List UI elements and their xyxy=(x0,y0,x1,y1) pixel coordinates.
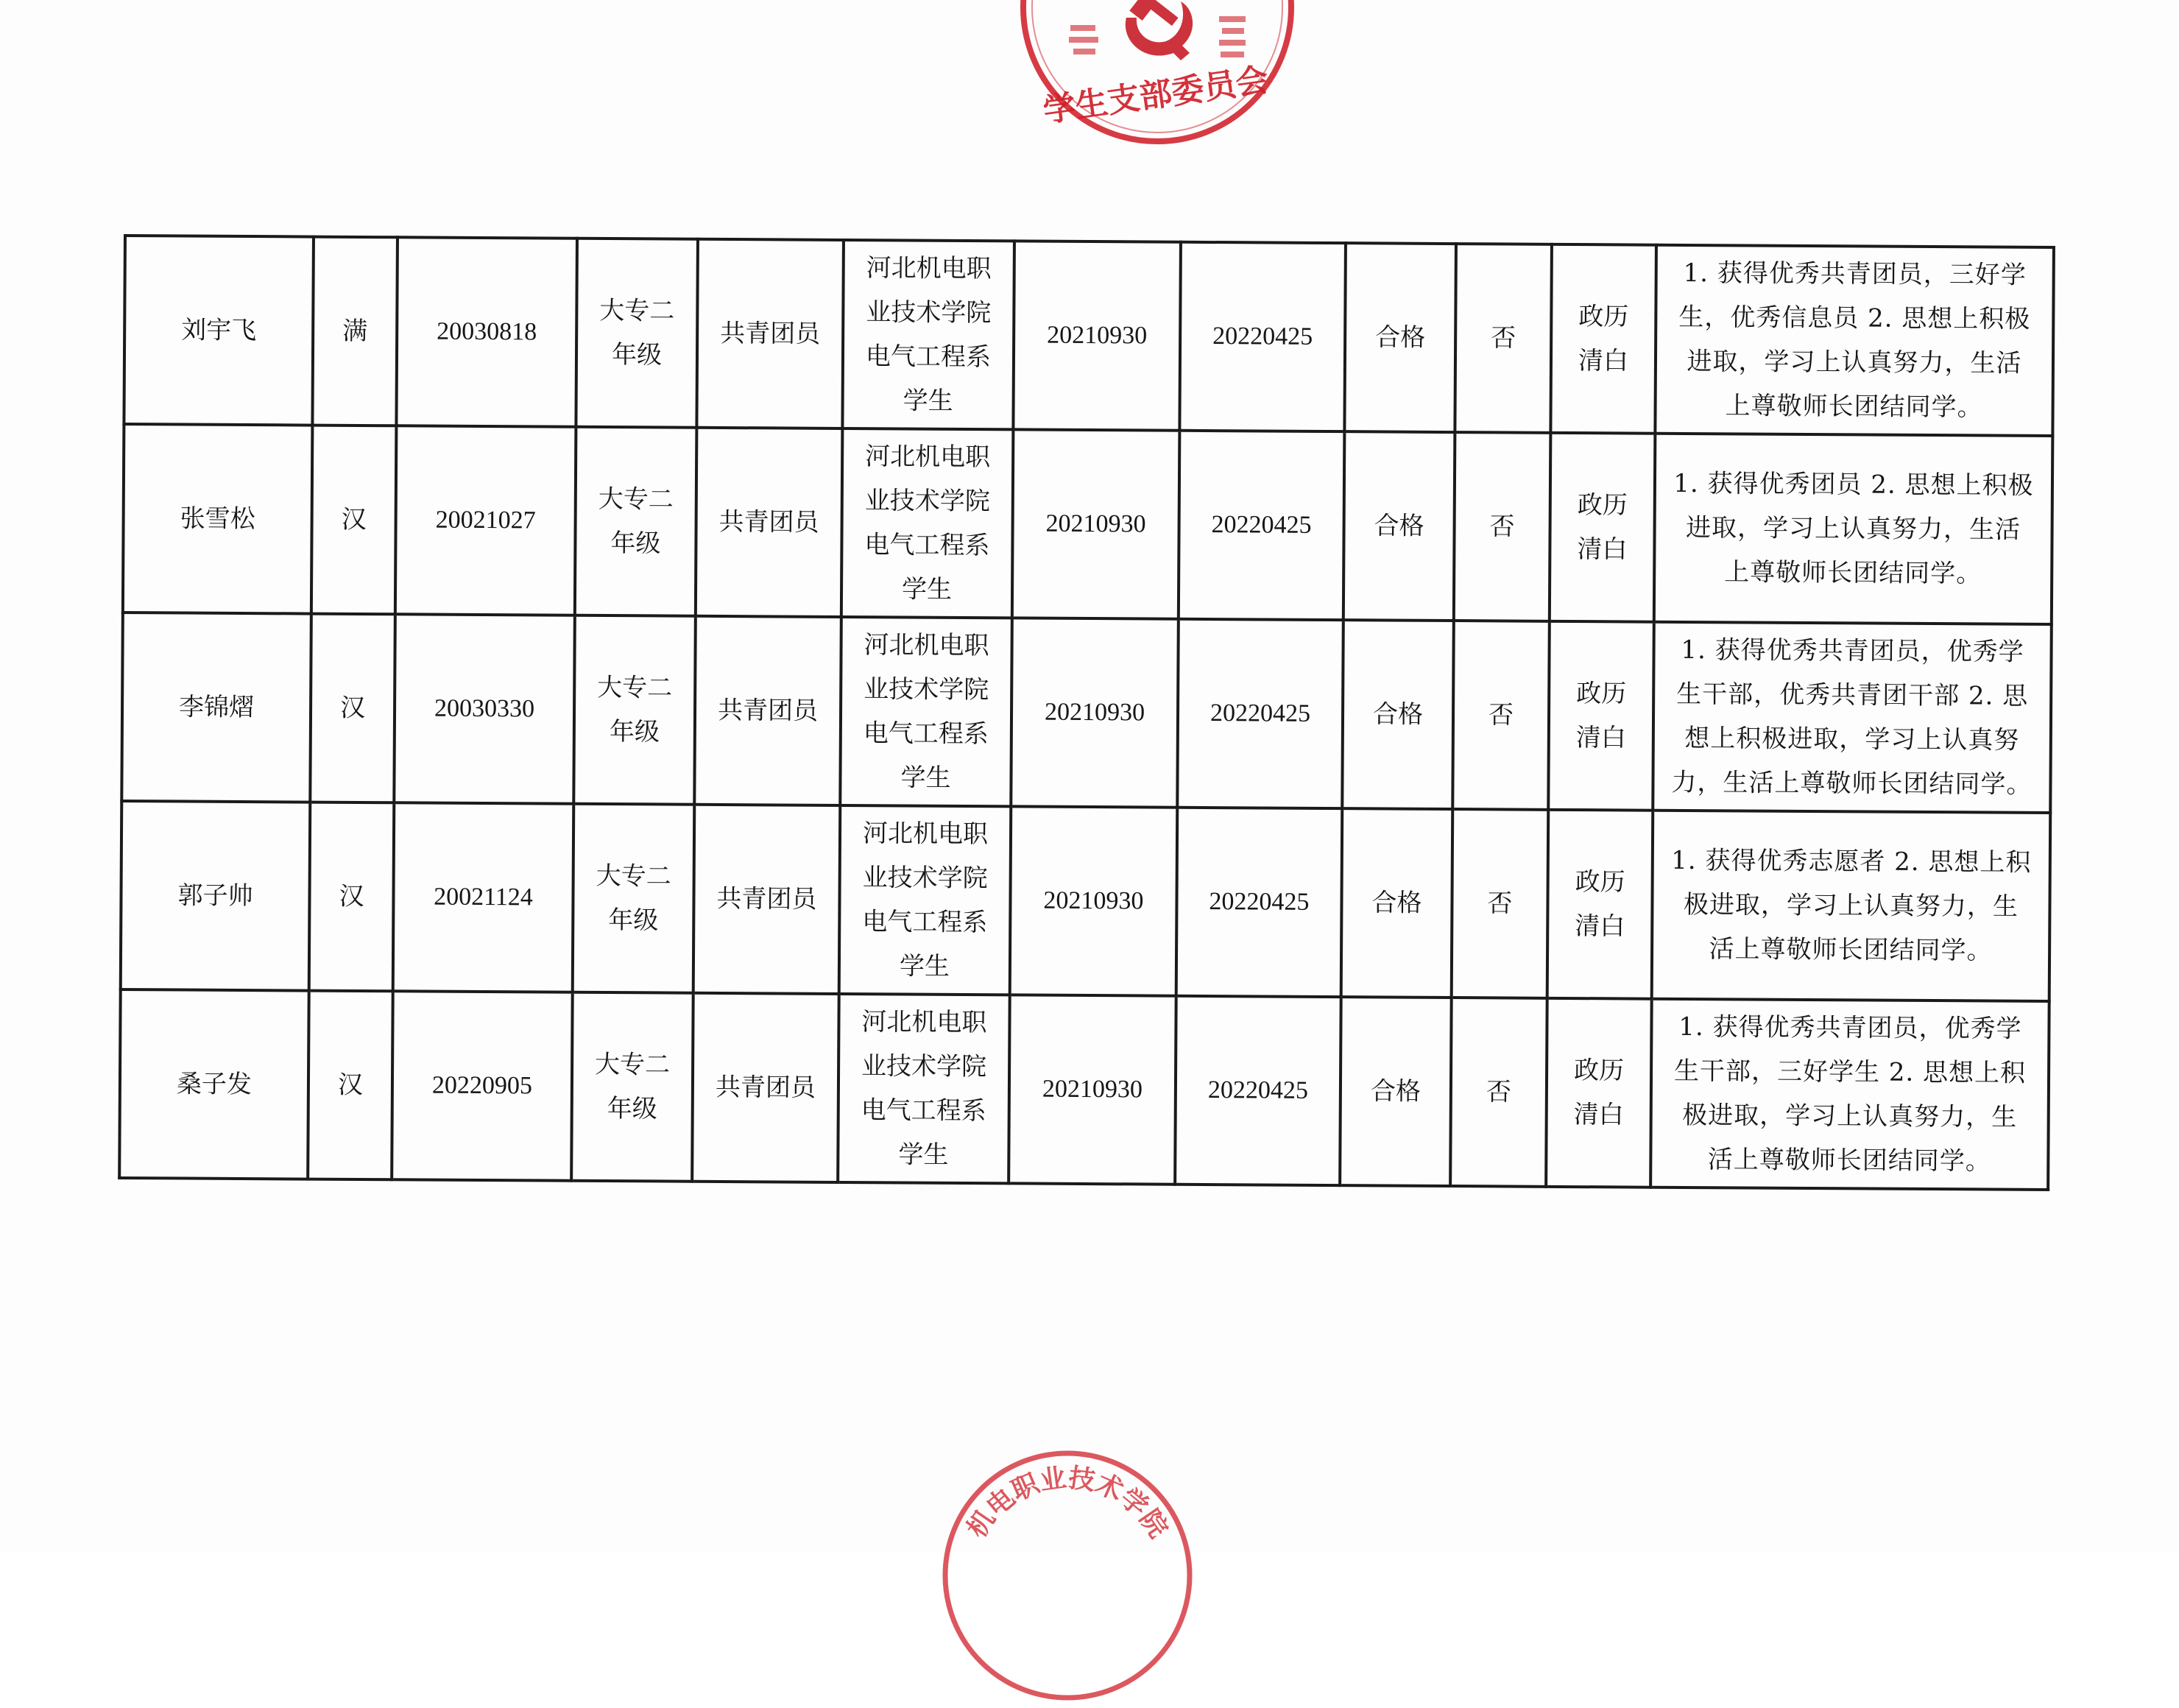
unit-line: 电气工程系 xyxy=(861,1095,986,1126)
unit-line: 河北机电职 xyxy=(864,630,989,661)
record-cell xyxy=(1550,244,1656,434)
unit-line: 河北机电职 xyxy=(866,253,992,284)
unit-cell xyxy=(839,805,1011,995)
record-line: 政历 xyxy=(1578,302,1629,332)
grade-line: 大专二 xyxy=(597,672,673,703)
grade-line: 年级 xyxy=(611,340,663,370)
grade-cell xyxy=(573,804,695,993)
record-cell xyxy=(1550,433,1656,622)
date-cell-2: 20220425 xyxy=(1179,431,1345,620)
member-table xyxy=(118,234,2055,1191)
grade-cell xyxy=(576,239,698,428)
date-cell-2: 20220425 xyxy=(1175,996,1341,1185)
unit-line: 业技术学院 xyxy=(866,297,992,328)
flag-cell: 否 xyxy=(1452,809,1549,998)
result-cell: 合格 xyxy=(1341,808,1453,998)
remarks-line: 1. 获得优秀共青团员，三好学 xyxy=(1683,258,2027,290)
ethnicity-cell: 汉 xyxy=(310,614,395,803)
seal-text: 学生支部委员会 xyxy=(1040,60,1271,130)
birth-date-cell: 20021124 xyxy=(393,802,574,992)
record-line: 清白 xyxy=(1573,1100,1624,1130)
remarks-line: 1. 获得优秀志愿者 2. 思想上积 xyxy=(1671,845,2032,878)
ethnicity-cell: 汉 xyxy=(311,426,397,615)
remarks-line: 极进取，学习上认真努力，生 xyxy=(1682,1100,2018,1132)
grade-line: 大专二 xyxy=(599,295,675,326)
remarks-line: 进取，学习上认真努力，生活 xyxy=(1685,512,2021,545)
result-cell: 合格 xyxy=(1340,997,1452,1186)
school-seal-stamp xyxy=(935,1443,1200,1708)
table-row xyxy=(123,424,2053,624)
unit-line: 业技术学院 xyxy=(864,486,990,517)
unit-cell xyxy=(840,617,1012,806)
unit-line: 学生 xyxy=(901,574,953,604)
remarks-cell xyxy=(1650,999,2049,1190)
political-status-cell: 共青团员 xyxy=(696,239,844,428)
unit-line: 电气工程系 xyxy=(863,719,989,749)
grade-line: 大专二 xyxy=(596,861,671,892)
hammer-sickle-icon xyxy=(1126,0,1193,60)
member-table-container xyxy=(118,234,2052,1191)
unit-line: 河北机电职 xyxy=(861,1007,987,1038)
result-cell: 合格 xyxy=(1342,620,1454,809)
unit-cell xyxy=(838,994,1010,1183)
remarks-line: 上尊敬师长团结同学。 xyxy=(1724,557,1982,589)
record-line: 政历 xyxy=(1575,867,1625,897)
record-line: 政历 xyxy=(1573,1056,1625,1086)
date-cell-1: 20210930 xyxy=(1011,618,1179,807)
flag-cell: 否 xyxy=(1450,998,1547,1187)
party-seal-stamp xyxy=(1010,0,1304,162)
unit-cell xyxy=(842,240,1014,429)
date-cell-1: 20210930 xyxy=(1009,995,1176,1184)
remarks-line: 极进取，学习上认真努力，生 xyxy=(1683,889,2019,922)
unit-line: 业技术学院 xyxy=(861,1051,987,1082)
record-line: 清白 xyxy=(1575,911,1625,942)
name-cell: 桑子发 xyxy=(119,989,309,1179)
name-cell: 刘宇飞 xyxy=(124,236,314,426)
unit-line: 学生 xyxy=(899,951,950,981)
ethnicity-cell: 汉 xyxy=(308,991,393,1180)
date-cell-1: 20210930 xyxy=(1010,806,1178,995)
grade-line: 年级 xyxy=(607,1094,657,1124)
unit-line: 电气工程系 xyxy=(865,342,992,373)
grade-cell xyxy=(575,427,697,616)
unit-line: 业技术学院 xyxy=(862,863,988,894)
remarks-cell xyxy=(1654,434,2053,624)
political-status-cell: 共青团员 xyxy=(693,805,841,994)
unit-cell xyxy=(841,428,1014,618)
remarks-line: 生干部，优秀共青团干部 2. 思 xyxy=(1676,679,2029,711)
ethnicity-cell: 满 xyxy=(312,237,398,426)
table-row xyxy=(119,989,2049,1190)
remarks-line: 进取，学习上认真努力，生活 xyxy=(1687,346,2022,378)
date-cell-2: 20220425 xyxy=(1179,242,1346,431)
table-row xyxy=(121,801,2051,1001)
political-status-cell: 共青团员 xyxy=(694,616,841,805)
grade-line: 年级 xyxy=(610,529,661,559)
remarks-line: 生干部，三好学生 2. 思想上积 xyxy=(1673,1056,2027,1088)
unit-line: 学生 xyxy=(900,763,951,793)
result-cell: 合格 xyxy=(1343,431,1455,621)
record-cell xyxy=(1547,810,1653,999)
political-status-cell: 共青团员 xyxy=(696,428,843,617)
ethnicity-cell: 汉 xyxy=(309,802,395,992)
unit-line: 学生 xyxy=(898,1140,949,1170)
remarks-line: 1. 获得优秀共青团员，优秀学 xyxy=(1678,1012,2022,1044)
birth-date-cell: 20021027 xyxy=(395,426,576,615)
remarks-line: 想上积极进取，学习上认真努 xyxy=(1684,723,2020,755)
grade-line: 年级 xyxy=(609,717,660,747)
grade-cell xyxy=(571,992,693,1182)
flag-cell: 否 xyxy=(1454,432,1551,621)
birth-date-cell: 20030330 xyxy=(394,614,575,803)
record-line: 清白 xyxy=(1578,346,1629,376)
grade-cell xyxy=(573,615,696,805)
name-cell: 李锦熠 xyxy=(121,613,311,802)
remarks-cell xyxy=(1653,622,2052,813)
record-line: 政历 xyxy=(1576,679,1627,709)
remarks-line: 1. 获得优秀团员 2. 思想上积极 xyxy=(1673,468,2034,501)
unit-line: 河北机电职 xyxy=(865,442,991,473)
record-cell xyxy=(1546,998,1652,1188)
table-row xyxy=(121,613,2052,813)
remarks-line: 上尊敬师长团结同学。 xyxy=(1725,391,1983,423)
grade-line: 年级 xyxy=(608,906,659,936)
record-line: 清白 xyxy=(1577,534,1628,565)
record-cell xyxy=(1548,621,1654,811)
unit-line: 河北机电职 xyxy=(862,819,989,850)
remarks-line: 1. 获得优秀共青团员，优秀学 xyxy=(1681,635,2024,667)
seal-arc-text: 机电职业技术学院 xyxy=(961,1463,1173,1544)
flag-cell: 否 xyxy=(1452,621,1550,810)
birth-date-cell: 20220905 xyxy=(392,991,573,1180)
date-cell-2: 20220425 xyxy=(1177,619,1343,808)
table-row xyxy=(124,236,2054,436)
grade-line: 大专二 xyxy=(598,484,674,515)
remarks-line: 活上尊敬师长团结同学。 xyxy=(1709,934,1993,966)
birth-date-cell: 20030818 xyxy=(396,237,577,426)
table-body xyxy=(119,236,2054,1190)
unit-line: 业技术学院 xyxy=(864,674,989,705)
unit-line: 学生 xyxy=(903,386,953,416)
flag-cell: 否 xyxy=(1455,244,1552,433)
record-line: 清白 xyxy=(1575,723,1626,753)
name-cell: 郭子帅 xyxy=(121,801,311,991)
result-cell: 合格 xyxy=(1344,243,1456,432)
remarks-line: 力，生活上尊敬师长团结同学。 xyxy=(1671,767,2033,800)
date-cell-1: 20210930 xyxy=(1012,429,1180,618)
date-cell-1: 20210930 xyxy=(1013,241,1181,430)
unit-line: 电气工程系 xyxy=(862,907,988,938)
remarks-cell xyxy=(1655,245,2054,436)
remarks-cell xyxy=(1652,811,2051,1001)
remarks-line: 生，优秀信息员 2. 思想上积极 xyxy=(1678,302,2031,334)
name-cell: 张雪松 xyxy=(123,424,313,614)
date-cell-2: 20220425 xyxy=(1176,808,1343,997)
grade-line: 大专二 xyxy=(594,1049,671,1080)
record-line: 政历 xyxy=(1577,490,1628,520)
remarks-line: 活上尊敬师长团结同学。 xyxy=(1707,1145,1991,1176)
political-status-cell: 共青团员 xyxy=(692,993,839,1182)
unit-line: 电气工程系 xyxy=(864,530,990,561)
